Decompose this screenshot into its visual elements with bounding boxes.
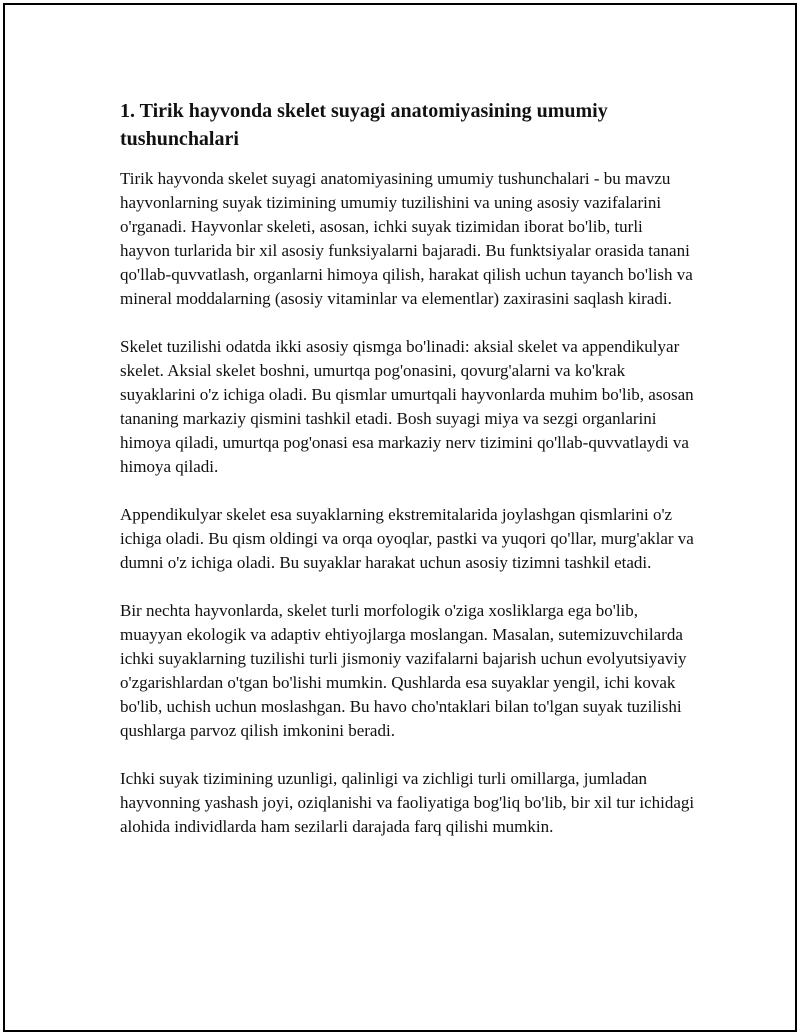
paragraph-3: Appendikulyar skelet esa suyaklarning ekstremitalarida joylashgan qismlarini o'z ichiga oladi. Bu qism oldingi va orqa oyoqlar, pastki va yuqori qo'llar, murg'aklar va dumni o'z ichiga oladi. Bu suyaklar harakat uchun asosiy tizimni tashkil etadi. <box>120 505 694 572</box>
page-frame <box>3 3 797 1032</box>
paragraph-2: Skelet tuzilishi odatda ikki asosiy qismga bo'linadi: aksial skelet va appendikulyar skelet. Aksial skelet boshni, umurtqa pog'onasini, qovurg'alarni va ko'krak suyaklarini o'z ichiga oladi. Bu qismlar umurtqali hayvonlarda muhim bo'lib, asosan tananing markaziy qismini tashkil etadi. Bosh suyagi miya va sezgi organlarini himoya qiladi, umurtqa pog'onasi esa markaziy nerv tizimini qo'llab-quvvatlaydi va himoya qiladi. <box>120 337 694 476</box>
paragraph-5: Ichki suyak tizimining uzunligi, qalinligi va zichligi turli omillarga, jumladan hayvonning yashash joyi, oziqlanishi va faoliyatiga bog'liq bo'lib, bir xil tur ichidagi alohida individlarda ham sezilarli darajada farq qilishi mumkin. <box>120 769 695 836</box>
paragraph-1: Tirik hayvonda skelet suyagi anatomiyasining umumiy tushunchalari - bu mavzu hayvonlarning suyak tizimining umumiy tuzilishini va uning asosiy vazifalarini o'rganadi. Hayvonlar skeleti, asosan, ichki suyak tizimidan iborat bo'lib, turli hayvon turlarida bir xil asosiy funksiyalarni bajaradi. Bu funktsiyalar orasida tanani qo'llab-quvvatlash, organlarni himoya qilish, harakat qilish uchun tayanch bo'lish va mineral moddalarning (asosiy vitaminlar va elementlar) zaxirasini saqlash kiradi. <box>120 169 693 308</box>
paragraph-4: Bir nechta hayvonlarda, skelet turli morfologik o'ziga xosliklarga ega bo'lib, muayyan ekologik va adaptiv ehtiyojlarga moslangan. Masalan, sutemizuvchilarda ichki suyaklarning tuzilishi turli jismoniy vazifalarni bajarish uchun evolyutsiyaviy o'zgarishlardan o'tgan bo'lishi mumkin. Qushlarda esa suyaklar yengil, ichi kovak bo'lib, uchish uchun moslashgan. Bu havo cho'ntaklari bilan to'lgan suyak tuzilishi qushlarga parvoz qilish imkonini beradi. <box>120 601 687 740</box>
section-heading: 1. Tirik hayvonda skelet suyagi anatomiyasining umumiy tushunchalari <box>120 100 608 150</box>
document-body <box>120 97 695 863</box>
